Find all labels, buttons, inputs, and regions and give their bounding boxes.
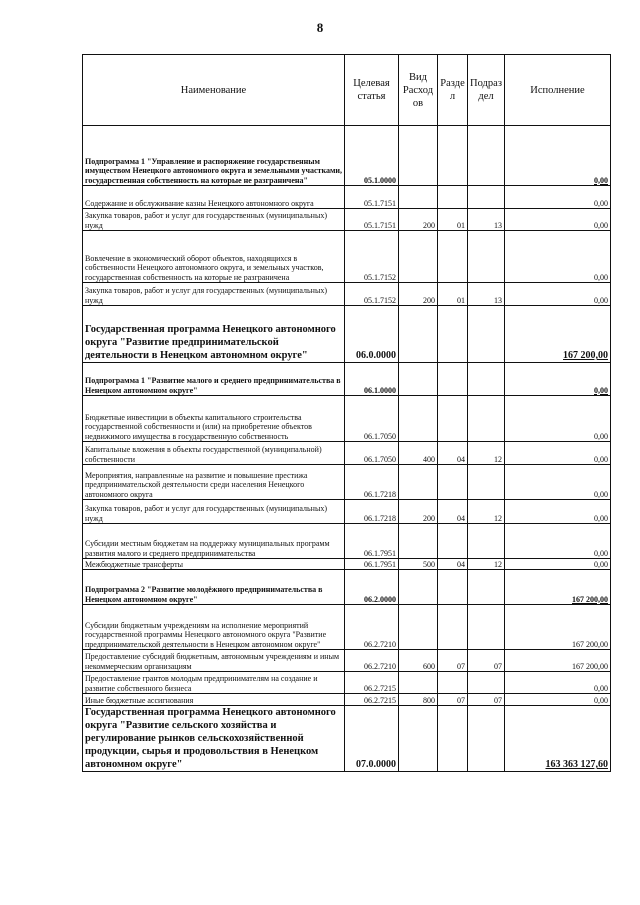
row-subsection-cell: 12 [468,500,505,524]
row-subsection-cell [468,465,505,500]
table-row [83,524,611,559]
row-section-cell [438,605,468,650]
row-expense-type-cell [399,126,438,186]
row-target-article-cell: 07.0.0000 [345,706,399,772]
row-expense-type-cell [399,306,438,363]
row-subsection-cell [468,396,505,442]
row-target-article-cell: 06.2.0000 [345,570,399,605]
table-row [83,442,611,465]
row-subsection-cell [468,306,505,363]
row-subsection-cell [468,672,505,694]
row-name-cell: Подпрограмма 2 "Развитие молодёжного предпринимательства в Ненецком автономном округе" [83,570,345,605]
row-name-cell: Мероприятия, направленные на развитие и повышение престижа предпринимательской деятельности среди населения Ненецкого автономного округа [83,465,345,500]
row-execution-cell: 0,00 [505,209,611,231]
row-subsection-cell [468,570,505,605]
row-execution-cell: 0,00 [505,442,611,465]
row-name-cell: Подпрограмма 1 "Управление и распоряжение государственным имуществом Ненецкого автономного округа и земельными участками, государственная собственность на которые не разграничена" [83,126,345,186]
row-target-article-cell: 06.1.7218 [345,465,399,500]
row-expense-type-cell: 200 [399,283,438,306]
row-expense-type-cell [399,524,438,559]
row-name-cell: Подпрограмма 1 "Развитие малого и среднего предпринимательства в Ненецком автономном округе" [83,363,345,396]
row-name-cell: Закупка товаров, работ и услуг для государственных (муниципальных) нужд [83,283,345,306]
row-name-cell: Государственная программа Ненецкого автономного округа "Развитие сельского хозяйства и регулирование рынков сельскохозяйственной продукции, сырья и продовольствия в Ненецком автономном округе" [83,706,345,772]
row-expense-type-cell: 800 [399,694,438,706]
row-name-cell: Закупка товаров, работ и услуг для государственных (муниципальных) нужд [83,500,345,524]
page-number: 8 [316,20,324,35]
row-name-cell: Бюджетные инвестиции в объекты капитального строительства государственной собственности и (или) на приобретение объектов недвижимого имущества в государственную собственность [83,396,345,442]
row-target-article-cell: 06.2.7215 [345,672,399,694]
row-section-cell: 04 [438,442,468,465]
row-execution-cell: 0,00 [505,672,611,694]
row-execution-cell: 0,00 [505,396,611,442]
row-name-cell: Предоставление субсидий бюджетным, автономным учреждениям и иным некоммерческим организациям [83,650,345,672]
row-execution-cell: 0,00 [505,465,611,500]
header-target-article: Целевая статья [345,55,399,126]
row-section-cell: 07 [438,694,468,706]
budget-execution-table [82,54,611,772]
table-row [83,231,611,283]
row-expense-type-cell [399,363,438,396]
table-row [83,650,611,672]
subprogram-row [83,126,611,186]
row-subsection-cell [468,231,505,283]
row-target-article-cell: 06.1.7951 [345,524,399,559]
row-expense-type-cell [399,570,438,605]
table-row [83,465,611,500]
row-section-cell [438,363,468,396]
row-section-cell: 04 [438,559,468,570]
table-row [83,209,611,231]
row-expense-type-cell [399,605,438,650]
row-execution-cell: 0,00 [505,524,611,559]
row-section-cell [438,186,468,209]
row-name-cell: Содержание и обслуживание казны Ненецкого автономного округа [83,186,345,209]
row-subsection-cell: 13 [468,209,505,231]
row-execution-cell: 167 200,00 [505,306,611,363]
row-section-cell [438,396,468,442]
row-expense-type-cell [399,231,438,283]
row-section-cell [438,126,468,186]
subprogram-row [83,363,611,396]
row-target-article-cell: 06.1.7218 [345,500,399,524]
row-execution-cell: 0,00 [505,363,611,396]
row-section-cell [438,570,468,605]
row-name-cell: Вовлечение в экономический оборот объектов, находящихся в собственности Ненецкого автономного округа, и земельных участков, государственная собственность на которые не разграничена [83,231,345,283]
row-target-article-cell: 05.1.7151 [345,186,399,209]
table-header-row [83,55,611,126]
table-row [83,605,611,650]
header-subsection: Подраз дел [468,55,505,126]
row-execution-cell: 0,00 [505,283,611,306]
row-target-article-cell: 05.1.0000 [345,126,399,186]
row-target-article-cell: 06.2.7210 [345,650,399,672]
row-expense-type-cell [399,706,438,772]
row-target-article-cell: 06.2.7210 [345,605,399,650]
row-subsection-cell: 13 [468,283,505,306]
row-target-article-cell: 05.1.7152 [345,283,399,306]
row-expense-type-cell: 200 [399,500,438,524]
row-execution-cell: 0,00 [505,559,611,570]
table-row [83,559,611,570]
row-target-article-cell: 06.2.7215 [345,694,399,706]
row-target-article-cell: 05.1.7151 [345,209,399,231]
table-row [83,283,611,306]
row-target-article-cell: 06.1.7050 [345,442,399,465]
row-execution-cell: 0,00 [505,231,611,283]
row-subsection-cell [468,706,505,772]
header-section: Разде л [438,55,468,126]
row-execution-cell: 167 200,00 [505,605,611,650]
row-subsection-cell: 07 [468,650,505,672]
row-section-cell: 04 [438,500,468,524]
row-expense-type-cell: 400 [399,442,438,465]
row-expense-type-cell [399,672,438,694]
row-expense-type-cell [399,186,438,209]
header-expense-type: Вид Расход ов [399,55,438,126]
row-expense-type-cell: 600 [399,650,438,672]
row-expense-type-cell: 500 [399,559,438,570]
table-row [83,186,611,209]
row-section-cell [438,706,468,772]
row-execution-cell: 0,00 [505,126,611,186]
row-section-cell [438,306,468,363]
row-execution-cell: 0,00 [505,186,611,209]
row-subsection-cell [468,126,505,186]
row-execution-cell: 0,00 [505,500,611,524]
table-body [83,126,611,772]
row-execution-cell: 167 200,00 [505,650,611,672]
row-section-cell: 01 [438,209,468,231]
row-subsection-cell [468,186,505,209]
row-expense-type-cell: 200 [399,209,438,231]
row-section-cell: 07 [438,650,468,672]
row-name-cell: Капитальные вложения в объекты государственной (муниципальной) собственности [83,442,345,465]
row-section-cell [438,672,468,694]
table-row [83,672,611,694]
row-name-cell: Межбюджетные трансферты [83,559,345,570]
row-section-cell [438,465,468,500]
header-name: Наименование [83,55,345,126]
row-execution-cell: 0,00 [505,694,611,706]
row-subsection-cell [468,524,505,559]
row-name-cell: Предоставление грантов молодым предпринимателям на создание и развитие собственного бизнеса [83,672,345,694]
header-execution: Исполнение [505,55,611,126]
row-name-cell: Субсидии местным бюджетам на поддержку муниципальных программ развития малого и среднего предпринимательства [83,524,345,559]
row-subsection-cell [468,363,505,396]
row-target-article-cell: 06.1.7951 [345,559,399,570]
table-row [83,396,611,442]
row-target-article-cell: 05.1.7152 [345,231,399,283]
subprogram-row [83,570,611,605]
row-execution-cell: 163 363 127,60 [505,706,611,772]
row-name-cell: Субсидии бюджетным учреждениям на исполнение мероприятий государственной программы Ненецкого автономного округа "Развитие предпринимательской деятельности в Ненецком автономном округе" [83,605,345,650]
table-row [83,500,611,524]
row-expense-type-cell [399,465,438,500]
row-subsection-cell [468,605,505,650]
row-target-article-cell: 06.1.7050 [345,396,399,442]
row-name-cell: Государственная программа Ненецкого автономного округа "Развитие предпринимательской деятельности в Ненецком автономном округе" [83,306,345,363]
row-name-cell: Иные бюджетные ассигнования [83,694,345,706]
row-subsection-cell: 07 [468,694,505,706]
row-section-cell [438,231,468,283]
row-section-cell: 01 [438,283,468,306]
row-section-cell [438,524,468,559]
row-target-article-cell: 06.0.0000 [345,306,399,363]
row-subsection-cell: 12 [468,559,505,570]
row-subsection-cell: 12 [468,442,505,465]
row-execution-cell: 167 200,00 [505,570,611,605]
program-row [83,306,611,363]
row-expense-type-cell [399,396,438,442]
program-row [83,706,611,772]
row-name-cell: Закупка товаров, работ и услуг для государственных (муниципальных) нужд [83,209,345,231]
table-row [83,694,611,706]
row-target-article-cell: 06.1.0000 [345,363,399,396]
